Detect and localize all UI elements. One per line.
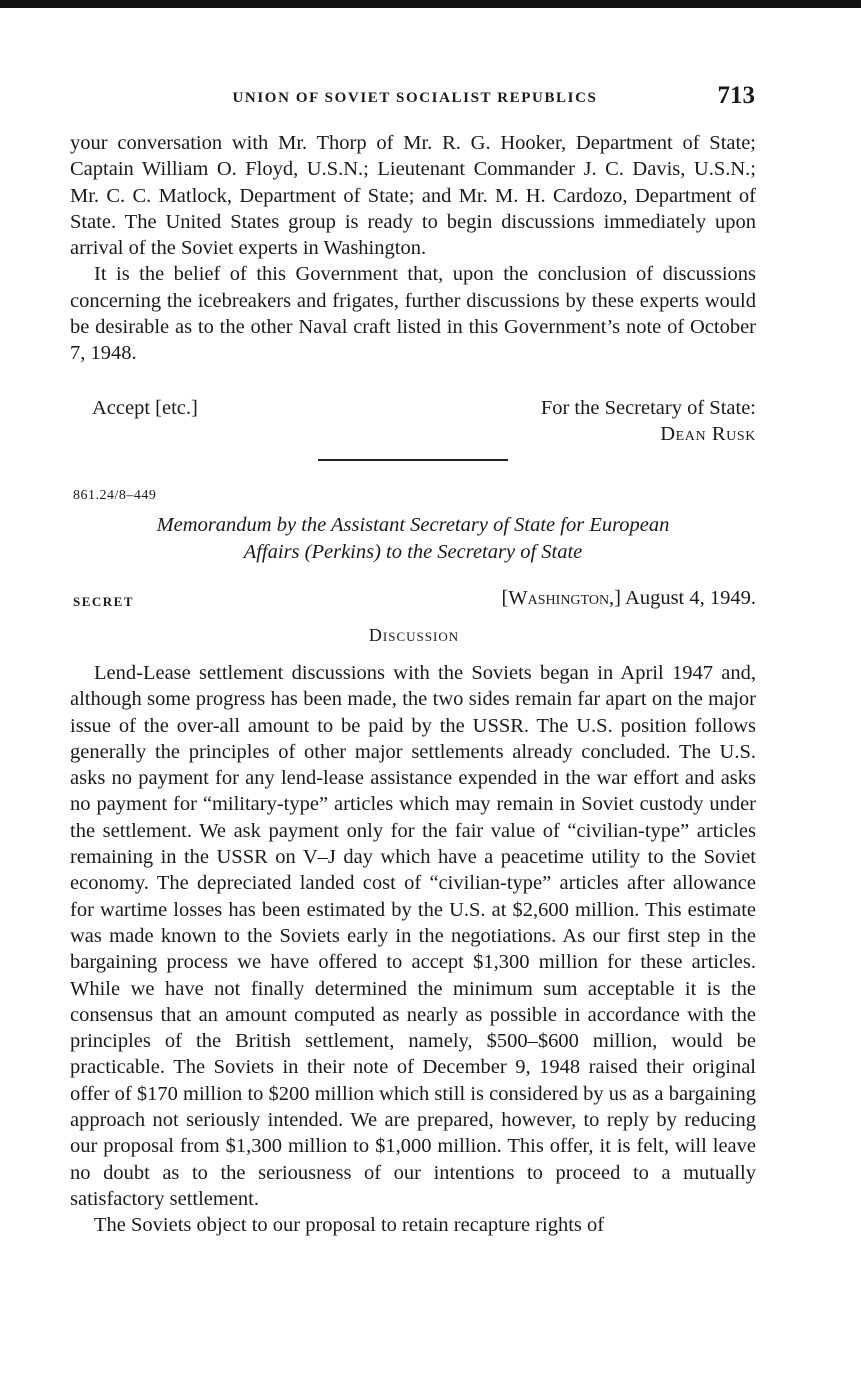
dateline-date: August 4, 1949. [625,587,756,609]
page-header [0,82,861,116]
scan-top-edge [0,0,861,8]
section-divider [318,459,508,461]
section-heading: Discussion [368,625,460,645]
classification-label: SECRET [73,594,135,609]
memo-paragraph-1: Lend-Lease settlement discussions with the Soviets began in April 1947 and, although some progress has been made, the two sides remain far apart on the major issue of the over-all amount to be paid by the USSR. The U.S. position follows generally the principles of other major settlements already concluded. The U.S. asks no payment for any lend-lease assistance expended in the war effort and asks no payment for “military-type” articles which may remain in Soviet custody under the settlement. We ask payment only for the fair value of “civilian-type” articles remaining in the USSR on V–J day which have a peacetime utility to the Soviet economy. The depreciated landed cost of “civilian-type” articles after allowance for wartime losses has been estimated by the U.S. at $2,600 million. This estimate was made known to the Soviets early in the negotiations. As our first step in the bargaining process we have offered to accept $1,300 million for these articles. While we have not finally determined the minimum sum acceptable it is the consensus that an amount computed as nearly as possible in accordance with the principles of the British settlement, namely, $500–$600 million, would be practicable. The Soviets in their note of December 9, 1948 raised their original offer of $170 million to $200 million which still is considered by us as a bargaining approach not seriously intended. We are prepared, however, to reply by reducing our proposal from $1,300 million to $1,000 million. This offer, it is felt, will leave no doubt as to the seriousness of our intentions to proceed to a mutually satisfactory settlement. [70,662,756,1210]
letter-paragraph-1: your conversation with Mr. Thorp of Mr. R. G. Hooker, Department of State; Captain William O. Floyd, U.S.N.; Lieutenant Commander J. C. Davis, U.S.N.; Mr. C. C. Matlock, Department of State; and Mr. M. H. Cardozo, Department of State. The United States group is ready to begin discussions immediately upon arrival of the Soviet experts in Washington. [70,132,756,260]
dateline-place: [Washington,] [501,587,622,609]
memo-paragraph-2: The Soviets object to our proposal to retain recapture rights of [94,1214,605,1237]
closing-complimentary: Accept [etc.] [92,397,198,419]
letter-body [70,130,756,367]
dateline [501,587,756,610]
running-head: UNION OF SOVIET SOCIALIST REPUBLICS [232,90,598,106]
signature: Dean Rusk [660,423,756,445]
file-number: 861.24/8–449 [73,488,157,503]
memo-title-line-2: Affairs (Perkins) to the Secretary of State [243,541,583,563]
memo-body [70,660,756,1239]
page-number: 713 [717,82,755,109]
memo-title [70,512,756,566]
memo-title-line-1: Memorandum by the Assistant Secretary of State for European [156,514,670,536]
letter-paragraph-2: It is the belief of this Government that, upon the conclusion of discussions concerning the icebreakers and frigates, further discussions by these experts would be desirable as to the other Naval craft listed in this Government’s note of October 7, 1948. [70,263,756,365]
closing-signatory-line: For the Secretary of State: [540,397,756,419]
